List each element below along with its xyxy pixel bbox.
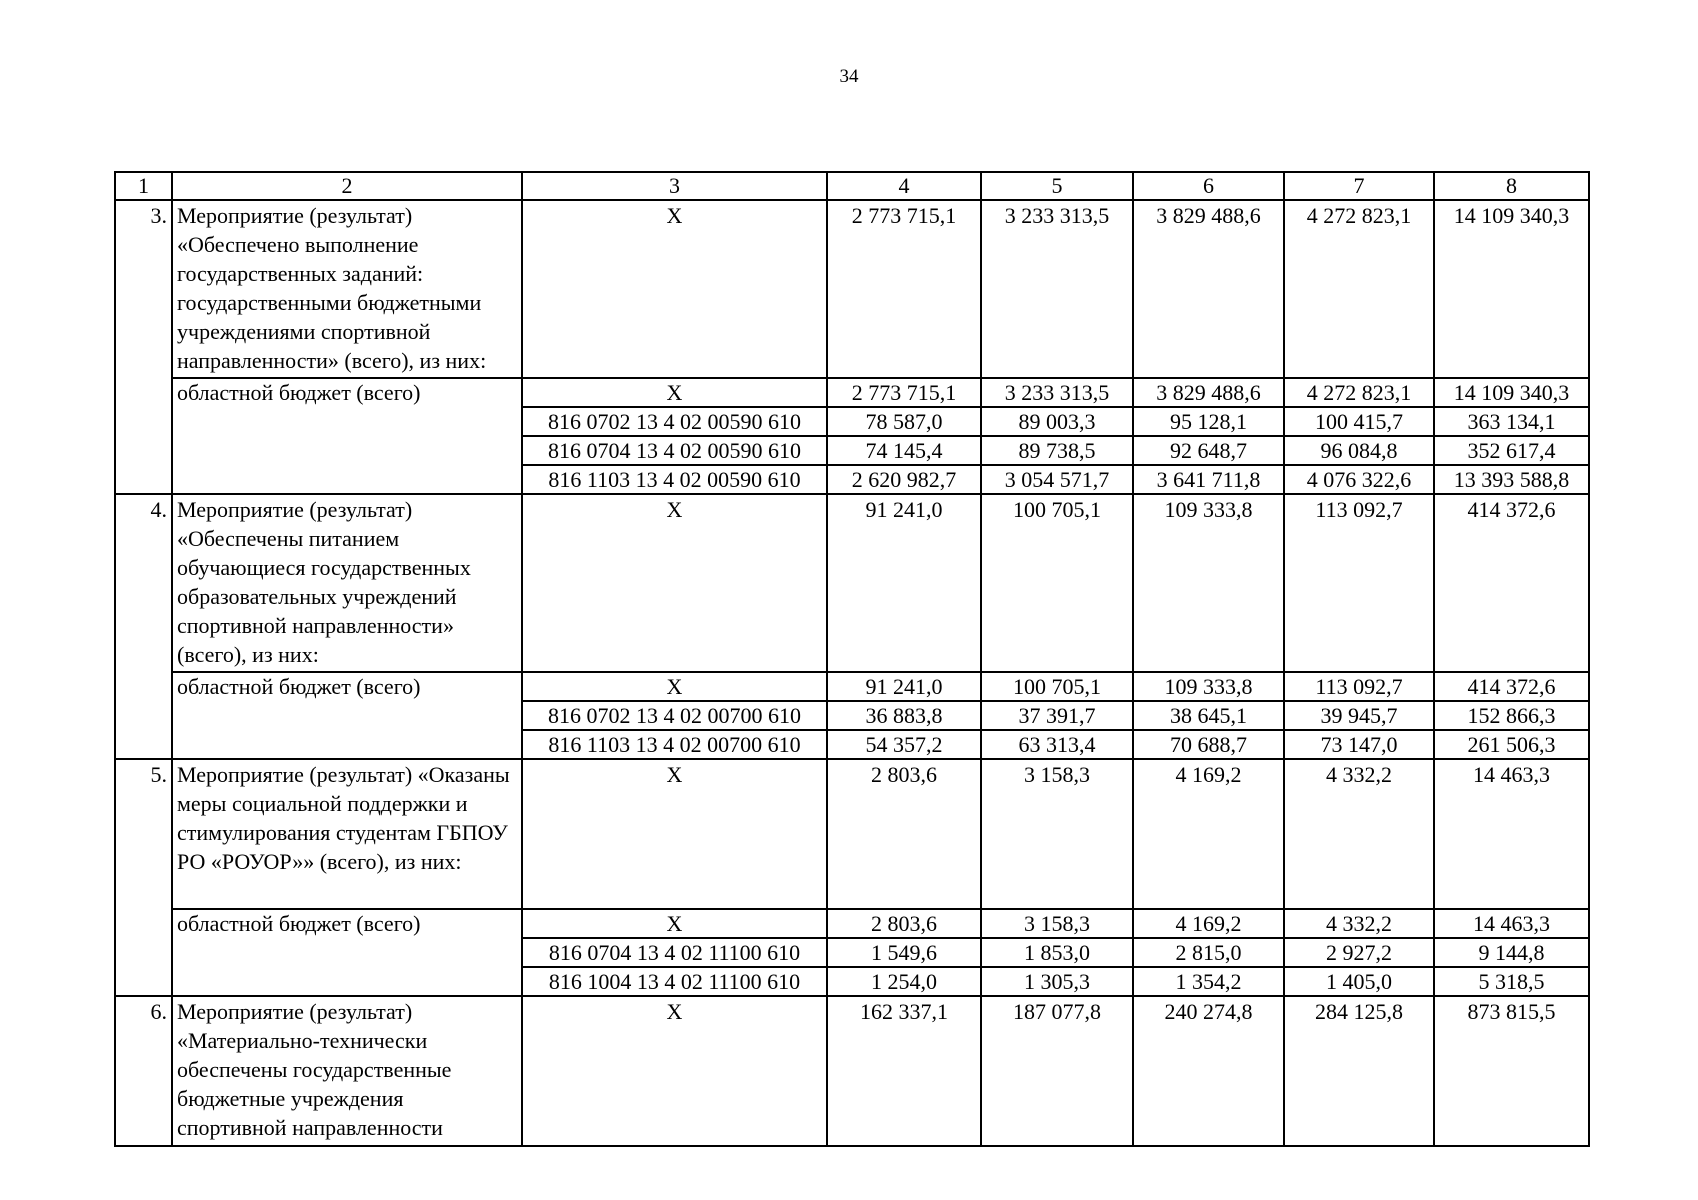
measure-title: Мероприятие (результат) «Материально-технически обеспечены государственные бюджетные учреждения спортивной направленности xyxy=(172,996,522,1146)
amount-cell: 2 803,6 xyxy=(827,909,981,938)
amount-cell: 1 405,0 xyxy=(1284,967,1434,996)
amount-cell: 100 705,1 xyxy=(981,672,1133,701)
amount-cell: 3 233 313,5 xyxy=(981,378,1133,407)
measure-title: Мероприятие (результат) «Оказаны меры социальной поддержки и стимулирования студентам ГБПОУ РО «РОУОР»» (всего), из них: xyxy=(172,759,522,909)
amount-cell: 162 337,1 xyxy=(827,996,981,1146)
amount-cell: 3 158,3 xyxy=(981,759,1133,909)
amount-cell: 3 158,3 xyxy=(981,909,1133,938)
section-row xyxy=(115,759,1589,909)
budget-table xyxy=(114,171,1590,1147)
amount-cell: 2 927,2 xyxy=(1284,938,1434,967)
amount-cell: 96 084,8 xyxy=(1284,436,1434,465)
amount-cell: 414 372,6 xyxy=(1434,494,1589,672)
amount-cell: 363 134,1 xyxy=(1434,407,1589,436)
budget-code: 816 0704 13 4 02 11100 610 xyxy=(522,938,827,967)
amount-cell: 70 688,7 xyxy=(1133,730,1284,759)
amount-cell: 152 866,3 xyxy=(1434,701,1589,730)
budget-code: 816 1103 13 4 02 00590 610 xyxy=(522,465,827,494)
budget-code: X xyxy=(522,378,827,407)
amount-cell: 14 463,3 xyxy=(1434,759,1589,909)
amount-cell: 92 648,7 xyxy=(1133,436,1284,465)
amount-cell: 91 241,0 xyxy=(827,672,981,701)
amount-cell: 414 372,6 xyxy=(1434,672,1589,701)
amount-cell: 73 147,0 xyxy=(1284,730,1434,759)
amount-cell: 14 463,3 xyxy=(1434,909,1589,938)
amount-cell: 4 169,2 xyxy=(1133,909,1284,938)
amount-cell: 4 272 823,1 xyxy=(1284,200,1434,378)
section-row xyxy=(115,200,1589,378)
amount-cell: 9 144,8 xyxy=(1434,938,1589,967)
row-number: 4. xyxy=(115,494,172,759)
amount-cell: 78 587,0 xyxy=(827,407,981,436)
amount-cell: 36 883,8 xyxy=(827,701,981,730)
amount-cell: 2 620 982,7 xyxy=(827,465,981,494)
amount-cell: 100 705,1 xyxy=(981,494,1133,672)
measure-title: Мероприятие (результат) «Обеспечены питанием обучающиеся государственных образовательных учреждений спортивной направленности» (всего), из них: xyxy=(172,494,522,672)
subtotal-label: областной бюджет (всего) xyxy=(172,909,522,996)
subtotal-row xyxy=(115,378,1589,407)
row-number: 3. xyxy=(115,200,172,494)
header-cell: 1 xyxy=(115,172,172,200)
amount-cell: 1 305,3 xyxy=(981,967,1133,996)
amount-cell: 3 054 571,7 xyxy=(981,465,1133,494)
row-number: 6. xyxy=(115,996,172,1146)
amount-cell: 109 333,8 xyxy=(1133,494,1284,672)
subtotal-label: областной бюджет (всего) xyxy=(172,378,522,494)
amount-cell: 4 076 322,6 xyxy=(1284,465,1434,494)
section-row xyxy=(115,494,1589,672)
amount-cell: 54 357,2 xyxy=(827,730,981,759)
amount-cell: 2 773 715,1 xyxy=(827,378,981,407)
amount-cell: 109 333,8 xyxy=(1133,672,1284,701)
header-cell: 7 xyxy=(1284,172,1434,200)
amount-cell: 187 077,8 xyxy=(981,996,1133,1146)
budget-code: X xyxy=(522,672,827,701)
amount-cell: 14 109 340,3 xyxy=(1434,378,1589,407)
amount-cell: 89 003,3 xyxy=(981,407,1133,436)
amount-cell: 4 332,2 xyxy=(1284,759,1434,909)
subtotal-row xyxy=(115,672,1589,701)
amount-cell: 13 393 588,8 xyxy=(1434,465,1589,494)
measure-title: Мероприятие (результат) «Обеспечено выполнение государственных заданий: государственными бюджетными учреждениями спортивной направленности» (всего), из них: xyxy=(172,200,522,378)
header-cell: 4 xyxy=(827,172,981,200)
budget-code: 816 1004 13 4 02 11100 610 xyxy=(522,967,827,996)
header-cell: 6 xyxy=(1133,172,1284,200)
table-header-row xyxy=(115,172,1589,200)
amount-cell: 74 145,4 xyxy=(827,436,981,465)
budget-code: X xyxy=(522,200,827,378)
amount-cell: 14 109 340,3 xyxy=(1434,200,1589,378)
amount-cell: 113 092,7 xyxy=(1284,672,1434,701)
amount-cell: 352 617,4 xyxy=(1434,436,1589,465)
amount-cell: 1 354,2 xyxy=(1133,967,1284,996)
amount-cell: 1 549,6 xyxy=(827,938,981,967)
amount-cell: 113 092,7 xyxy=(1284,494,1434,672)
section-row xyxy=(115,996,1589,1146)
budget-code: 816 1103 13 4 02 00700 610 xyxy=(522,730,827,759)
row-number: 5. xyxy=(115,759,172,996)
amount-cell: 63 313,4 xyxy=(981,730,1133,759)
amount-cell: 4 169,2 xyxy=(1133,759,1284,909)
amount-cell: 3 233 313,5 xyxy=(981,200,1133,378)
header-cell: 5 xyxy=(981,172,1133,200)
budget-code: X xyxy=(522,996,827,1146)
amount-cell: 2 815,0 xyxy=(1133,938,1284,967)
amount-cell: 3 641 711,8 xyxy=(1133,465,1284,494)
amount-cell: 4 332,2 xyxy=(1284,909,1434,938)
amount-cell: 89 738,5 xyxy=(981,436,1133,465)
subtotal-label: областной бюджет (всего) xyxy=(172,672,522,759)
amount-cell: 284 125,8 xyxy=(1284,996,1434,1146)
amount-cell: 240 274,8 xyxy=(1133,996,1284,1146)
amount-cell: 2 773 715,1 xyxy=(827,200,981,378)
amount-cell: 2 803,6 xyxy=(827,759,981,909)
amount-cell: 95 128,1 xyxy=(1133,407,1284,436)
amount-cell: 100 415,7 xyxy=(1284,407,1434,436)
amount-cell: 39 945,7 xyxy=(1284,701,1434,730)
budget-code: 816 0702 13 4 02 00590 610 xyxy=(522,407,827,436)
amount-cell: 3 829 488,6 xyxy=(1133,378,1284,407)
budget-code: 816 0704 13 4 02 00590 610 xyxy=(522,436,827,465)
budget-code: 816 0702 13 4 02 00700 610 xyxy=(522,701,827,730)
budget-code: X xyxy=(522,909,827,938)
amount-cell: 4 272 823,1 xyxy=(1284,378,1434,407)
header-cell: 3 xyxy=(522,172,827,200)
header-cell: 8 xyxy=(1434,172,1589,200)
amount-cell: 261 506,3 xyxy=(1434,730,1589,759)
page-number: 34 xyxy=(839,66,859,87)
amount-cell: 1 853,0 xyxy=(981,938,1133,967)
amount-cell: 3 829 488,6 xyxy=(1133,200,1284,378)
amount-cell: 5 318,5 xyxy=(1434,967,1589,996)
amount-cell: 91 241,0 xyxy=(827,494,981,672)
amount-cell: 37 391,7 xyxy=(981,701,1133,730)
header-cell: 2 xyxy=(172,172,522,200)
budget-code: X xyxy=(522,494,827,672)
amount-cell: 38 645,1 xyxy=(1133,701,1284,730)
amount-cell: 873 815,5 xyxy=(1434,996,1589,1146)
amount-cell: 1 254,0 xyxy=(827,967,981,996)
subtotal-row xyxy=(115,909,1589,938)
budget-code: X xyxy=(522,759,827,909)
